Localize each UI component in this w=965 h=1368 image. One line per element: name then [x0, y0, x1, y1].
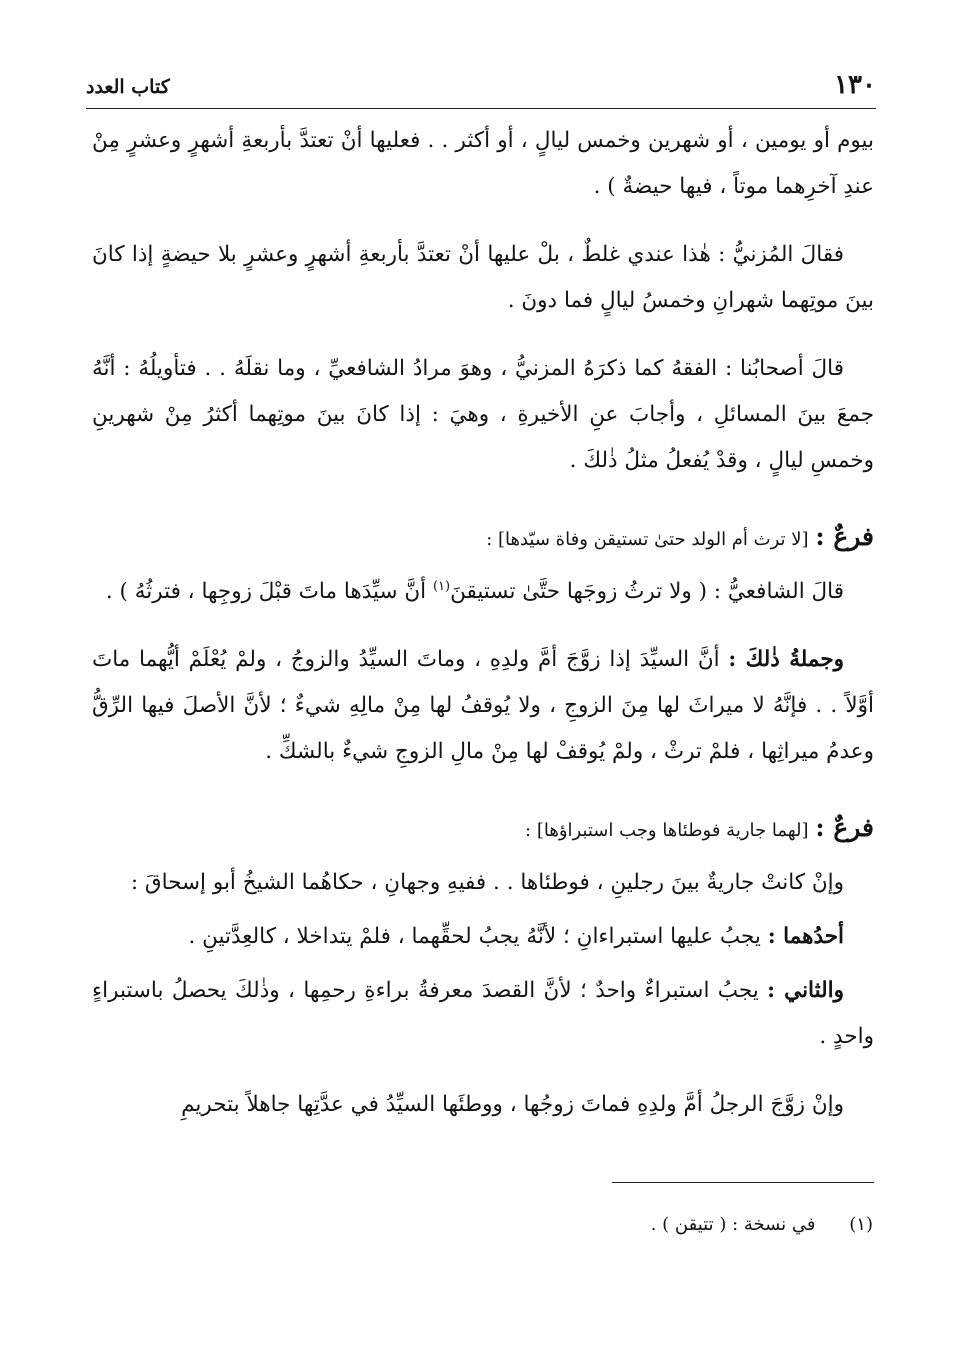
main-text: [92, 118, 874, 1136]
footnote-number: (١): [849, 1214, 873, 1235]
footnote-reference: (١): [432, 578, 451, 594]
section-title: [لا ترث أم الولد حتىٰ تستيقن وفاة سيّدها] :: [486, 529, 809, 550]
paragraph-8-lead: والثاني :: [767, 978, 844, 1003]
page-number: ١٣٠: [834, 70, 876, 100]
footnote: [651, 1210, 873, 1240]
section-label: فرعٌ :: [815, 522, 874, 551]
paragraph-7: [92, 914, 874, 960]
paragraph-8-text: يجبُ استبراءٌ واحدٌ ؛ لأنَّ القصدَ معرفةُ براءةِ رحمِها ، وذٰلكَ يحصلُ باستبراءٍ واحدٍ .: [92, 978, 874, 1049]
paragraph-2: فقالَ المُزنيُّ : هٰذا عندي غلطٌ ، بلْ عليها أنْ تعتدَّ بأربعةِ أشهرٍ وعشرٍ بلا حيضةٍ إذا كانَ بينَ موتِهما شهرانِ وخمسُ ليالٍ فما دونَ .: [92, 242, 874, 313]
footnote-divider: [612, 1182, 874, 1183]
section-title: [لهما جارية فوطئاها وجب استبراؤها] :: [525, 820, 809, 841]
paragraph-1: بيوم أو يومين ، أو شهرين وخمس ليالٍ ، أو أكثر . . فعليها أنْ تعتدَّ بأربعةِ أشهرٍ وعشرٍ مِنْ عندِ آخرِهما موتاً ، فيها حيضةٌ ) .: [92, 128, 874, 199]
section-heading-1: [92, 514, 874, 563]
header-divider: [86, 108, 876, 109]
paragraph-5: [92, 637, 874, 775]
footnote-text: في نسخة : ( تتيقن ) .: [650, 1214, 816, 1235]
paragraph-4-text-a: قالَ الشافعيُّ : ( ولا ترثُ زوجَها حتَّىٰ تستيقنَ: [450, 579, 844, 604]
paragraph-3: قالَ أصحابُنا : الفقهُ كما ذكرَهُ المزنيُّ ، وهوَ مرادُ الشافعيِّ ، وما نقلَهُ . . فتأويلُهُ : أنَّهُ جمعَ بينَ المسائلِ ، وأجابَ عنِ الأخيرةِ ، وهيَ : إذا كانَ بينَ موتِهما أكثرُ مِنْ شهرينِ وخمسِ ليالٍ ، وقدْ يُفعلُ مثلُ ذٰلكَ .: [92, 356, 874, 473]
paragraph-4-text-b: أنَّ سيِّدَها ماتَ قبْلَ زوجِها ، فترثُهُ ) .: [105, 579, 433, 604]
paragraph-4: [92, 569, 874, 615]
book-title: كتاب العدد: [86, 76, 170, 98]
paragraph-7-text: يجبُ عليها استبراءانِ ؛ لأنَّهُ يجبُ لحقِّهما ، فلمْ يتداخلا ، كالعِدَّتينِ .: [188, 924, 768, 949]
paragraph-6: وإنْ كانتْ جاريةٌ بينَ رجلينِ ، فوطئاها . . ففيهِ وجهانِ ، حكاهُما الشيخُ أبو إسحاقَ :: [130, 870, 844, 895]
paragraph-8: [92, 968, 874, 1060]
page-header: [86, 70, 876, 106]
section-heading-2: [92, 805, 874, 854]
section-label: فرعٌ :: [815, 813, 874, 842]
paragraph-5-lead: وجملةُ ذٰلكَ :: [728, 647, 844, 672]
paragraph-7-lead: أحدُهما :: [767, 924, 844, 949]
paragraph-5-text: أنَّ السيِّدَ إذا زوَّجَ أمَّ ولدِهِ ، وماتَ السيِّدُ والزوجُ ، ولمْ يُعْلَمْ أيُّهما ماتَ أوَّلاً . . فإنَّهُ لا ميراثَ لها مِنَ الزوجِ ، ولا يُوقفُ لها مِنْ مالِهِ شيءٌ ؛ لأنَّ الأصلَ فيها الرِّقُّ وعدمُ ميراثِها ، فلمْ ترثْ ، ولمْ يُوقفْ لها مِنْ مالِ الزوجِ شيءٌ بالشكِّ .: [92, 647, 874, 764]
paragraph-9: وإنْ زوَّجَ الرجلُ أمَّ ولدِهِ فماتَ زوجُها ، ووطئَها السيِّدُ في عدَّتِها جاهلاً بتحريمِ: [181, 1092, 844, 1117]
